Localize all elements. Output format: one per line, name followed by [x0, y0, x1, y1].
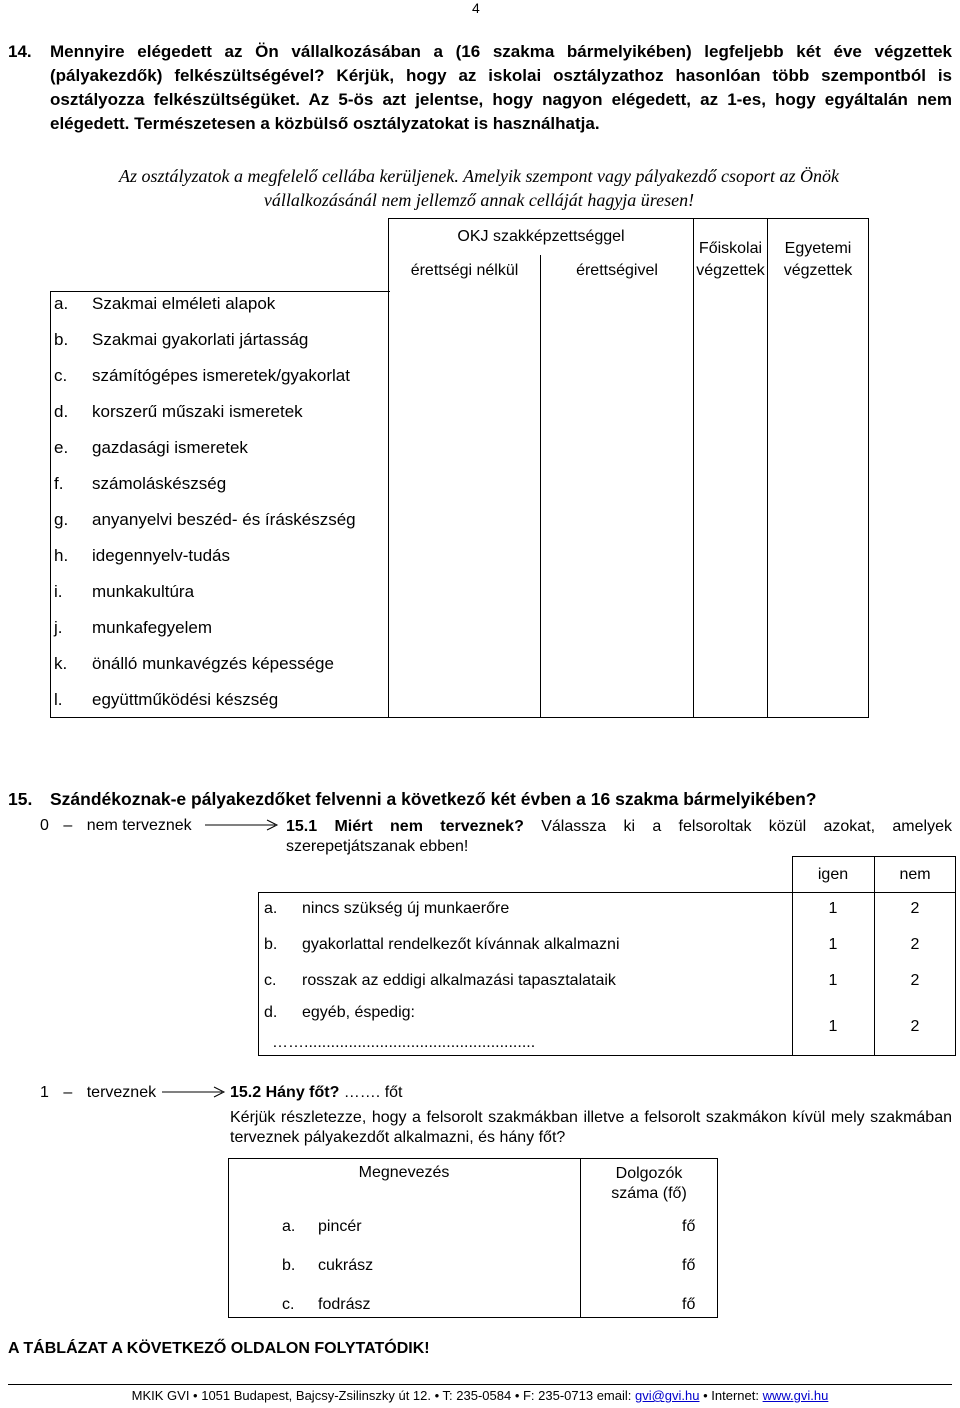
row-label: gazdasági ismeretek [92, 438, 248, 457]
row-letter: h. [54, 546, 69, 565]
row-label: együttműködési készség [92, 690, 279, 709]
header-igen: igen [817, 866, 849, 883]
row-label: idegennyelv-tudás [92, 546, 230, 565]
question-text: Szándékoznak-e pályakezdőket felvenni a következő két évben a 16 szakma bármelyikében? [50, 789, 817, 809]
row-label: nincs szükség új munkaerőre [302, 900, 510, 917]
question-14 [8, 40, 952, 136]
row-label: cukrász [318, 1257, 374, 1274]
row-label: számítógépes ismeretek/gyakorlat [92, 366, 350, 385]
instruction [48, 164, 910, 212]
table-row [50, 618, 390, 654]
arrow-right-icon [205, 818, 281, 834]
header-okj: OKJ szakképzettséggel [457, 228, 625, 245]
header-nem: nem [899, 866, 931, 883]
row-letter: a. [264, 900, 278, 917]
table-row [50, 474, 390, 510]
row-letter: i. [54, 582, 63, 601]
row-letter: d. [264, 1004, 278, 1021]
table-row [50, 294, 390, 330]
row-letter: a. [54, 294, 69, 313]
header-erettsegivel: érettségivel [576, 262, 658, 279]
question-title: 15.1 Miért nem terveznek? [286, 818, 524, 835]
row-label: munkakultúra [92, 582, 195, 601]
row-letter: c. [282, 1296, 295, 1313]
answer-code-igen: 1 [828, 972, 838, 989]
question-text: Kérjük részletezze, hogy a felsorolt szakmákban illetve a felsorolt szakmákon kívül mely szakmában terveznek pályakezdőt alkalmazni, és hány főt? [230, 1109, 952, 1146]
instruction-line: Az osztályzatok a megfelelő cellába kerüljenek. Amelyik szempont vagy pályakezdő csoport az Önök [119, 166, 839, 186]
row-letter: d. [54, 402, 69, 421]
answer-code-igen: 1 [828, 936, 838, 953]
row-unit: fő [682, 1218, 696, 1235]
reasons-table [258, 856, 956, 1056]
row-label: Szakmai elméleti alapok [92, 294, 276, 313]
table-row [50, 690, 390, 726]
question-15-1 [286, 817, 952, 857]
continue-note: A TÁBLÁZAT A KÖVETKEZŐ OLDALON FOLYTATÓDIK! [8, 1340, 430, 1357]
question-title: 15.2 Hány főt? [230, 1084, 340, 1101]
header-foiskolai: Főiskolai végzettek [696, 240, 765, 279]
answer-code-nem: 2 [910, 972, 920, 989]
question-text: Válassza ki a felsoroltak közül azokat, amelyek szerepetjátszanak ebben! [286, 818, 952, 855]
row-letter: c. [54, 366, 68, 385]
page-number: 4 [472, 0, 480, 16]
row-letter: l. [54, 690, 63, 709]
footer-divider [8, 1384, 952, 1385]
row-label: korszerű műszaki ismeretek [92, 402, 303, 421]
email-link[interactable]: gvi@gvi.hu [634, 1388, 700, 1403]
answer-code-nem: 2 [910, 900, 920, 917]
table-row [50, 366, 390, 402]
row-label: fodrász [318, 1296, 371, 1313]
question-number: 14. [8, 42, 32, 61]
table-row [50, 546, 390, 582]
footer: MKIK GVI • 1051 Budapest, Bajcsy-Zsilinszky út 12. • T: 235-0584 • F: 235-0713 email: gvi@gvi.hu • Internet: www.gvi.hu [131, 1388, 829, 1403]
row-label: számoláskészség [92, 474, 227, 493]
answer-code-nem: 2 [910, 936, 920, 953]
row-label: munkafegyelem [92, 618, 213, 637]
answer-code-igen: 1 [828, 1018, 838, 1035]
table-row [50, 510, 390, 546]
professions-table [228, 1158, 718, 1318]
option-terveznek: 1 – terveznek [40, 1084, 157, 1101]
row-unit: fő [682, 1296, 696, 1313]
row-letter: k. [54, 654, 68, 673]
question-text-emphasis: Természetesen a közbülső osztályzatokat is használhatja. [134, 114, 600, 133]
row-letter: f. [54, 474, 64, 493]
row-letter: b. [54, 330, 69, 349]
website-link[interactable]: www.gvi.hu [762, 1388, 829, 1403]
table-row [50, 330, 390, 366]
row-letter: c. [264, 972, 277, 989]
row-label: rosszak az eddigi alkalmazási tapasztalataik [302, 972, 616, 989]
answer-code-igen: 1 [828, 900, 838, 917]
question-15-2 [230, 1084, 402, 1102]
answer-code-nem: 2 [910, 1018, 920, 1035]
header-dolgozok: Dolgozók száma (fő) [611, 1165, 687, 1202]
row-letter: b. [282, 1257, 296, 1274]
question-number: 15. [8, 789, 33, 809]
header-erettsegi-nelkul: érettségi nélkül [410, 262, 519, 279]
fill-in-blank: …….................................................... [272, 1034, 536, 1051]
rating-table [50, 218, 869, 718]
row-unit: fő [682, 1257, 696, 1274]
table-row [50, 438, 390, 474]
row-label: egyéb, éspedig: [302, 1004, 415, 1021]
table-row [50, 654, 390, 690]
row-label: önálló munkavégzés képessége [92, 654, 334, 673]
row-letter: j. [54, 618, 63, 637]
row-letter: a. [282, 1218, 296, 1235]
row-label: anyanyelvi beszéd- és íráskészség [92, 510, 356, 529]
row-letter: g. [54, 510, 69, 529]
row-letter: b. [264, 936, 278, 953]
table-row [50, 402, 390, 438]
answer-blank: ……. főt [339, 1084, 403, 1101]
row-label: Szakmai gyakorlati jártasság [92, 330, 309, 349]
row-letter: e. [54, 438, 69, 457]
arrow-right-icon [162, 1085, 228, 1101]
header-megnevezes: Megnevezés [358, 1164, 450, 1181]
instruction-line: vállalkozásánál nem jellemző annak celláját hagyja üresen! [263, 190, 695, 210]
option-nem-terveznek: 0 – nem terveznek [40, 817, 192, 834]
header-egyetemi: Egyetemi végzettek [783, 240, 853, 279]
table-row [50, 582, 390, 618]
question-text: Mennyire elégedett az Ön vállalkozásában a (16 szakma bármelyikében) legfeljebb két éve végzettek (pályakezdők) felkészültségével? Kérjük, hogy az iskolai osztályzathoz hasonlóan több szempontból is osztályozza felkészültségüket. Az 5-ös azt jelentse, hogy nagyon elégedett, az 1-es, hogy egyáltalán nem elégedett. [50, 42, 952, 133]
row-label: pincér [318, 1218, 362, 1235]
row-label: gyakorlattal rendelkezőt kívánnak alkalmazni [302, 936, 620, 953]
